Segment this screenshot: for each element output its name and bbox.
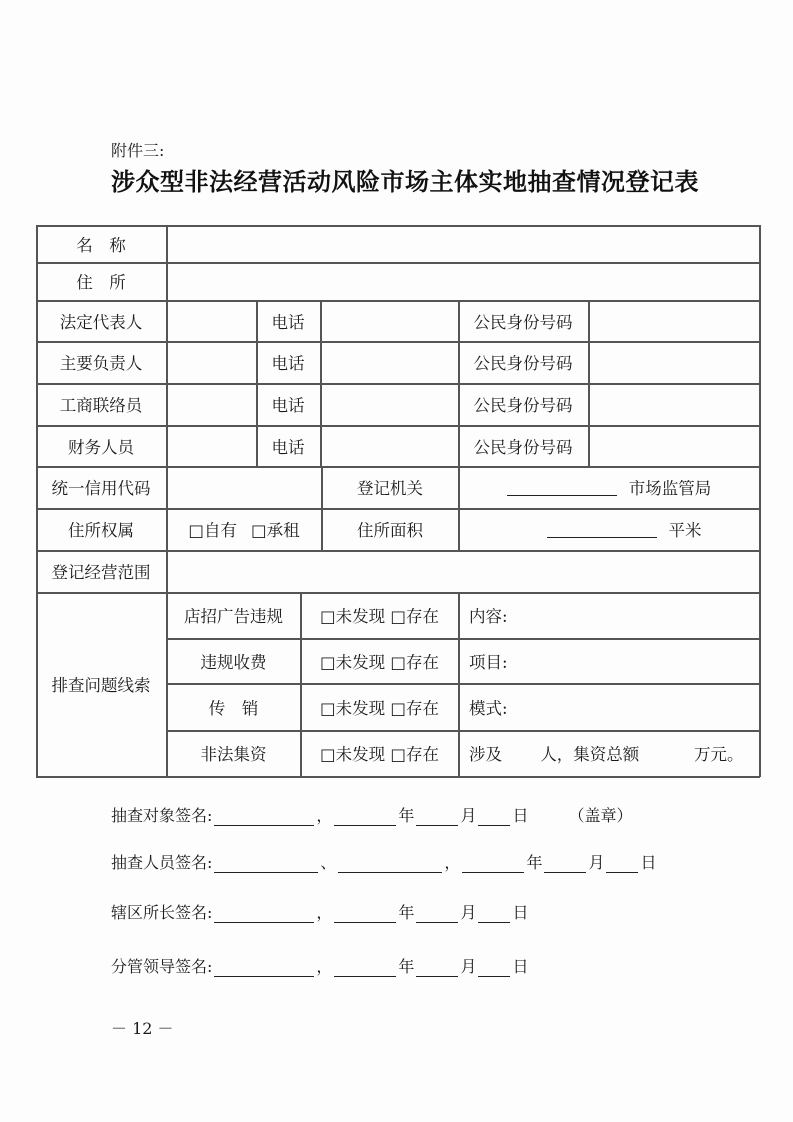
issue-status-signage[interactable]: □未发现 □存在 (320, 607, 439, 626)
credit-code-label: 统一信用代码 (51, 479, 151, 498)
leader-signature-label: 分管领导签名: (111, 957, 213, 976)
business-scope-label: 登记经营范围 (51, 563, 151, 582)
issue-item-fundraising: 非法集资 (200, 745, 267, 764)
issue-detail-signage[interactable]: 内容: (469, 607, 508, 626)
name-field[interactable] (167, 225, 759, 262)
ownership-label: 住所权属 (68, 521, 134, 540)
inspectors-signature-label: 抽查人员签名: (111, 853, 213, 872)
month-blank[interactable] (544, 856, 586, 873)
legal-rep-phone-field[interactable] (321, 300, 458, 341)
credit-code-field[interactable] (167, 466, 321, 508)
address-field[interactable] (167, 262, 759, 300)
month-label: 月 (460, 903, 477, 922)
day-label: 日 (640, 853, 657, 872)
seal-note: （盖章） (568, 806, 633, 825)
director-signature-blank[interactable] (214, 906, 314, 923)
day-blank[interactable] (478, 960, 510, 977)
year-blank[interactable] (334, 809, 396, 826)
phone-label: 电话 (271, 437, 305, 457)
area-blank[interactable] (547, 520, 657, 538)
target-signature-label: 抽查对象签名: (111, 806, 213, 825)
year-blank[interactable] (334, 906, 396, 923)
issue-status-fees[interactable]: □未发现 □存在 (320, 652, 439, 672)
reg-authority-blank[interactable] (507, 478, 617, 496)
principal-id-field[interactable] (589, 341, 759, 383)
legal-rep-id-field[interactable] (589, 300, 759, 341)
leader-signature-blank[interactable] (214, 960, 314, 977)
month-label: 月 (460, 806, 477, 825)
attachment-label: 附件三: (111, 141, 165, 160)
name-label: 名 称 (76, 235, 126, 255)
id-number-label: 公民身份号码 (473, 396, 573, 415)
year-label: 年 (398, 903, 415, 922)
month-blank[interactable] (416, 809, 458, 826)
day-label: 日 (512, 903, 529, 922)
comma: ， (316, 957, 333, 976)
registration-form-table (36, 225, 760, 777)
issue-status-pyramid[interactable]: □未发现 □存在 (320, 698, 439, 718)
principal-field[interactable] (167, 341, 256, 383)
liaison-field[interactable] (167, 383, 256, 425)
ownership-options (167, 508, 321, 550)
day-label: 日 (512, 806, 529, 825)
phone-label: 电话 (271, 396, 305, 415)
id-number-label: 公民身份号码 (473, 354, 573, 373)
day-label: 日 (512, 957, 529, 976)
table-border (36, 776, 760, 778)
day-blank[interactable] (606, 856, 638, 873)
month-blank[interactable] (416, 906, 458, 923)
inspector2-signature-blank[interactable] (338, 856, 442, 873)
year-label: 年 (398, 806, 415, 825)
year-label: 年 (526, 853, 543, 872)
finance-field[interactable] (167, 425, 256, 466)
phone-label: 电话 (271, 312, 305, 332)
comma: ， (316, 806, 333, 825)
issue-status-fundraising[interactable]: □未发现 □存在 (320, 745, 439, 764)
reg-authority-suffix: 市场监管局 (628, 479, 712, 498)
finance-label: 财务人员 (68, 437, 134, 457)
year-blank[interactable] (334, 960, 396, 977)
phone-label: 电话 (271, 354, 305, 373)
principal-phone-field[interactable] (321, 341, 458, 383)
comma: ， (316, 903, 333, 922)
inspector1-signature-blank[interactable] (214, 856, 318, 873)
page-title: 涉众型非法经营活动风险市场主体实地抽查情况登记表 (111, 167, 699, 196)
year-label: 年 (398, 957, 415, 976)
liaison-label: 工商联络员 (59, 396, 143, 415)
principal-label: 主要负责人 (59, 354, 143, 373)
issue-detail-fees[interactable]: 项目: (469, 652, 508, 672)
comma: ， (444, 853, 461, 872)
liaison-phone-field[interactable] (321, 383, 458, 425)
month-label: 月 (588, 853, 605, 872)
liaison-id-field[interactable] (589, 383, 759, 425)
area-field[interactable] (459, 508, 759, 550)
inspectors-signature-line (111, 850, 656, 873)
owned-checkbox[interactable]: □自有 (188, 521, 237, 540)
area-label: 住所面积 (357, 521, 423, 540)
leased-checkbox[interactable]: □承租 (251, 521, 300, 540)
issue-detail-fundraising[interactable]: 涉及 人，集资总额 万元。 (469, 745, 744, 764)
legal-rep-field[interactable] (167, 300, 256, 341)
id-number-label: 公民身份号码 (473, 437, 573, 457)
target-signature-line (111, 803, 632, 826)
id-number-label: 公民身份号码 (473, 312, 573, 332)
leader-signature-line (111, 954, 528, 977)
issue-item-fees: 违规收费 (200, 652, 267, 672)
day-blank[interactable] (478, 809, 510, 826)
finance-id-field[interactable] (589, 425, 759, 466)
month-label: 月 (460, 957, 477, 976)
area-unit: 平米 (668, 521, 702, 540)
issues-label: 排查问题线索 (51, 676, 151, 695)
year-blank[interactable] (462, 856, 524, 873)
director-signature-line (111, 900, 528, 923)
finance-phone-field[interactable] (321, 425, 458, 466)
month-blank[interactable] (416, 960, 458, 977)
director-signature-label: 辖区所长签名: (111, 903, 213, 922)
issue-item-signage: 店招广告违规 (184, 607, 283, 626)
legal-rep-label: 法定代表人 (59, 312, 143, 332)
page-number: － 12 － (111, 1019, 174, 1038)
business-scope-field[interactable] (167, 550, 759, 592)
target-signature-blank[interactable] (214, 809, 314, 826)
reg-authority-label: 登记机关 (357, 479, 423, 498)
day-blank[interactable] (478, 906, 510, 923)
separator: 、 (320, 853, 337, 872)
issue-detail-pyramid[interactable]: 模式: (469, 698, 508, 718)
issue-item-pyramid: 传 销 (208, 698, 259, 718)
reg-authority-field[interactable] (459, 466, 759, 508)
address-label: 住 所 (76, 273, 126, 292)
table-border (759, 225, 761, 777)
